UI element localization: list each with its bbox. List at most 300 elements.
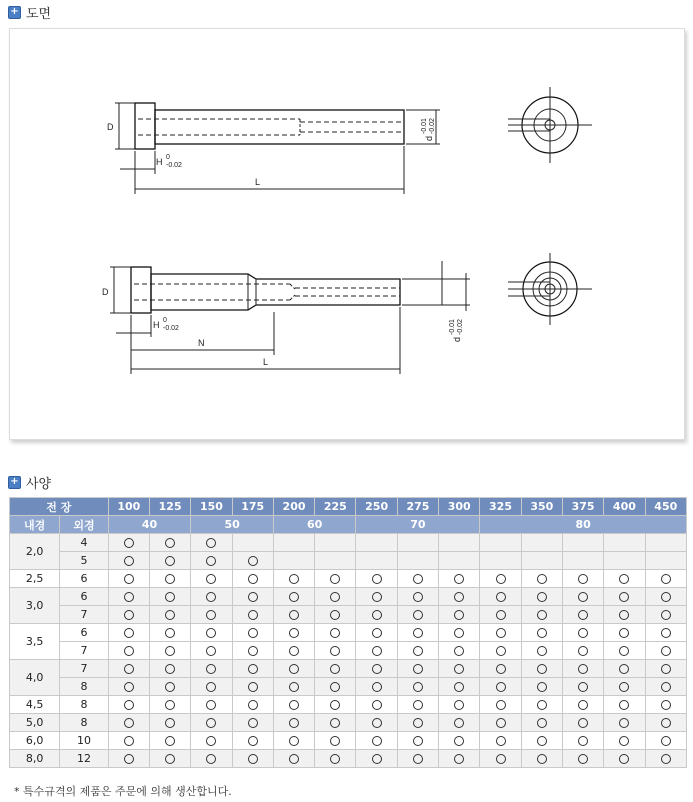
availability-cell xyxy=(191,534,232,552)
availability-cell xyxy=(521,534,562,552)
group-header-cell: 50 xyxy=(191,516,274,534)
availability-cell xyxy=(108,534,149,552)
label-d-tol-upper-bottom: -0.01 xyxy=(449,319,456,335)
table-row xyxy=(10,732,687,750)
availability-cell xyxy=(273,570,314,588)
availability-cell xyxy=(191,642,232,660)
availability-cell xyxy=(397,732,438,750)
availability-cell xyxy=(439,696,480,714)
availability-cell xyxy=(273,606,314,624)
availability-cell xyxy=(645,534,686,552)
length-header-row xyxy=(10,498,687,516)
availability-cell xyxy=(604,624,645,642)
availability-cell xyxy=(645,660,686,678)
available-circle-icon xyxy=(454,736,464,746)
availability-cell xyxy=(397,660,438,678)
availability-cell xyxy=(150,624,191,642)
length-header-cell: 100 xyxy=(108,498,149,516)
available-circle-icon xyxy=(372,628,382,638)
availability-cell xyxy=(232,660,273,678)
availability-cell xyxy=(604,570,645,588)
available-circle-icon xyxy=(537,700,547,710)
availability-cell xyxy=(232,642,273,660)
available-circle-icon xyxy=(661,610,671,620)
available-circle-icon xyxy=(372,592,382,602)
available-circle-icon xyxy=(372,700,382,710)
available-circle-icon xyxy=(372,736,382,746)
available-circle-icon xyxy=(206,682,216,692)
available-circle-icon xyxy=(289,574,299,584)
availability-cell xyxy=(273,624,314,642)
availability-cell xyxy=(232,696,273,714)
availability-cell xyxy=(645,588,686,606)
availability-cell xyxy=(562,552,603,570)
label-D-top: D xyxy=(107,122,114,132)
outer-diameter-cell: 8 xyxy=(60,696,108,714)
availability-cell xyxy=(397,714,438,732)
available-circle-icon xyxy=(330,682,340,692)
available-circle-icon xyxy=(496,610,506,620)
available-circle-icon xyxy=(165,718,175,728)
availability-cell xyxy=(273,552,314,570)
length-header-cell: 450 xyxy=(645,498,686,516)
available-circle-icon xyxy=(661,718,671,728)
available-circle-icon xyxy=(165,646,175,656)
available-circle-icon xyxy=(537,664,547,674)
length-header-cell: 400 xyxy=(604,498,645,516)
availability-cell xyxy=(480,588,521,606)
drawing-section-header xyxy=(8,4,51,20)
table-row xyxy=(10,606,687,624)
availability-cell xyxy=(356,696,397,714)
available-circle-icon xyxy=(454,574,464,584)
availability-cell xyxy=(356,732,397,750)
outer-diameter-cell: 12 xyxy=(60,750,108,768)
availability-cell xyxy=(191,732,232,750)
availability-cell xyxy=(150,642,191,660)
plus-box-icon: + xyxy=(8,476,21,489)
available-circle-icon xyxy=(206,610,216,620)
availability-cell xyxy=(273,588,314,606)
available-circle-icon xyxy=(413,646,423,656)
availability-cell xyxy=(150,606,191,624)
length-header-cell: 375 xyxy=(562,498,603,516)
availability-cell xyxy=(315,696,356,714)
availability-cell xyxy=(356,570,397,588)
availability-cell xyxy=(439,750,480,768)
table-row xyxy=(10,642,687,660)
availability-cell xyxy=(232,714,273,732)
availability-cell xyxy=(562,588,603,606)
available-circle-icon xyxy=(619,682,629,692)
availability-cell xyxy=(645,642,686,660)
length-header-cell: 250 xyxy=(356,498,397,516)
outer-diameter-cell: 6 xyxy=(60,570,108,588)
availability-cell xyxy=(397,570,438,588)
available-circle-icon xyxy=(165,736,175,746)
availability-cell xyxy=(645,606,686,624)
availability-cell xyxy=(439,660,480,678)
availability-cell xyxy=(562,660,603,678)
length-header-cell: 200 xyxy=(273,498,314,516)
label-d-top: d xyxy=(424,135,434,141)
label-H-tol-lower-bottom: -0.02 xyxy=(163,325,179,332)
availability-cell xyxy=(397,552,438,570)
drawing-panel xyxy=(9,28,685,440)
availability-cell xyxy=(273,642,314,660)
availability-cell xyxy=(604,588,645,606)
available-circle-icon xyxy=(372,610,382,620)
availability-cell xyxy=(273,678,314,696)
availability-cell xyxy=(273,696,314,714)
outer-diameter-cell: 5 xyxy=(60,552,108,570)
available-circle-icon xyxy=(206,628,216,638)
available-circle-icon xyxy=(124,664,134,674)
available-circle-icon xyxy=(206,538,216,548)
available-circle-icon xyxy=(206,664,216,674)
available-circle-icon xyxy=(578,610,588,620)
available-circle-icon xyxy=(372,664,382,674)
availability-cell xyxy=(645,570,686,588)
availability-cell xyxy=(108,624,149,642)
available-circle-icon xyxy=(289,682,299,692)
available-circle-icon xyxy=(537,754,547,764)
outer-diameter-cell: 10 xyxy=(60,732,108,750)
availability-cell xyxy=(604,606,645,624)
available-circle-icon xyxy=(537,592,547,602)
availability-cell xyxy=(356,588,397,606)
inner-diameter-cell: 6,0 xyxy=(10,732,60,750)
availability-cell xyxy=(439,588,480,606)
length-header-cell: 225 xyxy=(315,498,356,516)
available-circle-icon xyxy=(165,592,175,602)
table-row xyxy=(10,696,687,714)
availability-cell xyxy=(315,660,356,678)
availability-cell xyxy=(604,732,645,750)
availability-cell xyxy=(150,588,191,606)
available-circle-icon xyxy=(413,718,423,728)
available-circle-icon xyxy=(330,736,340,746)
availability-cell xyxy=(232,732,273,750)
availability-cell xyxy=(439,624,480,642)
available-circle-icon xyxy=(496,718,506,728)
available-circle-icon xyxy=(619,574,629,584)
sleeve-side-view-top xyxy=(115,103,440,194)
available-circle-icon xyxy=(578,736,588,746)
outer-diameter-cell: 7 xyxy=(60,660,108,678)
availability-cell xyxy=(604,534,645,552)
available-circle-icon xyxy=(206,556,216,566)
outer-diameter-cell: 7 xyxy=(60,642,108,660)
length-header-cell: 175 xyxy=(232,498,273,516)
outer-diameter-cell: 4 xyxy=(60,534,108,552)
availability-cell xyxy=(604,552,645,570)
available-circle-icon xyxy=(413,664,423,674)
label-d-tol-lower-bottom: -0.02 xyxy=(457,319,464,335)
available-circle-icon xyxy=(661,592,671,602)
available-circle-icon xyxy=(248,592,258,602)
availability-cell xyxy=(315,732,356,750)
availability-cell xyxy=(191,714,232,732)
available-circle-icon xyxy=(289,646,299,656)
availability-cell xyxy=(604,714,645,732)
available-circle-icon xyxy=(619,718,629,728)
table-row xyxy=(10,660,687,678)
available-circle-icon xyxy=(165,664,175,674)
availability-cell xyxy=(562,642,603,660)
available-circle-icon xyxy=(372,682,382,692)
available-circle-icon xyxy=(413,628,423,638)
inner-diameter-cell: 2,0 xyxy=(10,534,60,570)
available-circle-icon xyxy=(289,664,299,674)
availability-cell xyxy=(397,588,438,606)
available-circle-icon xyxy=(165,754,175,764)
spec-section-title: 사양 xyxy=(26,476,52,492)
availability-cell xyxy=(191,660,232,678)
table-row xyxy=(10,534,687,552)
available-circle-icon xyxy=(578,682,588,692)
available-circle-icon xyxy=(330,574,340,584)
available-circle-icon xyxy=(578,700,588,710)
available-circle-icon xyxy=(619,754,629,764)
available-circle-icon xyxy=(206,574,216,584)
availability-cell xyxy=(273,714,314,732)
availability-cell xyxy=(439,642,480,660)
availability-cell xyxy=(108,552,149,570)
available-circle-icon xyxy=(619,646,629,656)
availability-cell xyxy=(315,642,356,660)
available-circle-icon xyxy=(496,592,506,602)
availability-cell xyxy=(273,750,314,768)
outer-diameter-cell: 8 xyxy=(60,714,108,732)
availability-cell xyxy=(645,732,686,750)
available-circle-icon xyxy=(289,700,299,710)
availability-cell xyxy=(562,624,603,642)
group-header-cell: 60 xyxy=(273,516,356,534)
available-circle-icon xyxy=(413,736,423,746)
available-circle-icon xyxy=(454,646,464,656)
availability-cell xyxy=(191,624,232,642)
available-circle-icon xyxy=(165,700,175,710)
availability-cell xyxy=(480,624,521,642)
length-label: 전 장 xyxy=(10,498,109,516)
availability-cell xyxy=(397,624,438,642)
available-circle-icon xyxy=(248,556,258,566)
available-circle-icon xyxy=(289,592,299,602)
availability-cell xyxy=(150,732,191,750)
availability-cell xyxy=(150,660,191,678)
available-circle-icon xyxy=(124,574,134,584)
available-circle-icon xyxy=(289,736,299,746)
availability-cell xyxy=(273,732,314,750)
special-order-note: * 특수규격의 제품은 주문에 의해 생산합니다. xyxy=(14,785,232,798)
availability-cell xyxy=(521,606,562,624)
available-circle-icon xyxy=(619,628,629,638)
availability-cell xyxy=(604,696,645,714)
availability-cell xyxy=(521,714,562,732)
available-circle-icon xyxy=(661,682,671,692)
available-circle-icon xyxy=(537,610,547,620)
availability-cell xyxy=(356,678,397,696)
availability-cell xyxy=(232,678,273,696)
availability-cell xyxy=(480,696,521,714)
available-circle-icon xyxy=(537,574,547,584)
available-circle-icon xyxy=(165,628,175,638)
available-circle-icon xyxy=(496,574,506,584)
available-circle-icon xyxy=(372,574,382,584)
availability-cell xyxy=(191,570,232,588)
availability-cell xyxy=(645,624,686,642)
availability-cell xyxy=(439,606,480,624)
length-header-cell: 325 xyxy=(480,498,521,516)
available-circle-icon xyxy=(330,664,340,674)
label-d-tol-lower-top: -0.02 xyxy=(429,118,436,134)
availability-cell xyxy=(191,678,232,696)
available-circle-icon xyxy=(454,628,464,638)
available-circle-icon xyxy=(578,574,588,584)
availability-cell xyxy=(315,750,356,768)
label-L-bottom: L xyxy=(263,357,269,367)
availability-cell xyxy=(397,606,438,624)
plus-box-icon: + xyxy=(8,6,21,19)
availability-cell xyxy=(108,588,149,606)
availability-cell xyxy=(356,552,397,570)
availability-cell xyxy=(562,570,603,588)
inner-diameter-label: 내경 xyxy=(10,516,60,534)
available-circle-icon xyxy=(661,700,671,710)
availability-cell xyxy=(645,696,686,714)
inner-diameter-cell: 5,0 xyxy=(10,714,60,732)
availability-cell xyxy=(397,642,438,660)
available-circle-icon xyxy=(413,592,423,602)
available-circle-icon xyxy=(537,682,547,692)
length-header-cell: 350 xyxy=(521,498,562,516)
table-row xyxy=(10,750,687,768)
available-circle-icon xyxy=(619,664,629,674)
availability-cell xyxy=(397,534,438,552)
availability-cell xyxy=(315,570,356,588)
availability-cell xyxy=(480,714,521,732)
availability-cell xyxy=(439,678,480,696)
available-circle-icon xyxy=(496,646,506,656)
availability-cell xyxy=(562,678,603,696)
table-row xyxy=(10,552,687,570)
inner-diameter-cell: 8,0 xyxy=(10,750,60,768)
spec-section-header xyxy=(8,474,51,490)
availability-cell xyxy=(521,588,562,606)
availability-cell xyxy=(108,660,149,678)
availability-cell xyxy=(645,552,686,570)
availability-cell xyxy=(356,750,397,768)
available-circle-icon xyxy=(206,718,216,728)
available-circle-icon xyxy=(454,664,464,674)
availability-cell xyxy=(191,606,232,624)
available-circle-icon xyxy=(496,664,506,674)
availability-cell xyxy=(480,750,521,768)
label-H-bottom: H xyxy=(153,320,160,330)
available-circle-icon xyxy=(124,592,134,602)
label-d-tol-upper-top: -0.01 xyxy=(421,118,428,134)
available-circle-icon xyxy=(165,682,175,692)
availability-cell xyxy=(108,750,149,768)
available-circle-icon xyxy=(248,646,258,656)
available-circle-icon xyxy=(248,700,258,710)
table-row xyxy=(10,678,687,696)
length-header-cell: 150 xyxy=(191,498,232,516)
availability-cell xyxy=(273,534,314,552)
available-circle-icon xyxy=(124,556,134,566)
available-circle-icon xyxy=(289,718,299,728)
label-H-top: H xyxy=(156,157,163,167)
available-circle-icon xyxy=(248,754,258,764)
available-circle-icon xyxy=(330,700,340,710)
available-circle-icon xyxy=(496,700,506,710)
table-row xyxy=(10,624,687,642)
label-L-top: L xyxy=(255,177,261,187)
group-header-cell: 40 xyxy=(108,516,191,534)
availability-cell xyxy=(521,642,562,660)
available-circle-icon xyxy=(454,700,464,710)
availability-cell xyxy=(150,570,191,588)
availability-cell xyxy=(439,552,480,570)
availability-cell xyxy=(480,552,521,570)
available-circle-icon xyxy=(248,628,258,638)
available-circle-icon xyxy=(578,628,588,638)
group-header-cell: 70 xyxy=(356,516,480,534)
inner-diameter-cell: 3,0 xyxy=(10,588,60,624)
available-circle-icon xyxy=(124,736,134,746)
availability-cell xyxy=(315,714,356,732)
availability-cell xyxy=(232,588,273,606)
available-circle-icon xyxy=(619,736,629,746)
available-circle-icon xyxy=(413,754,423,764)
availability-cell xyxy=(397,678,438,696)
available-circle-icon xyxy=(496,736,506,746)
available-circle-icon xyxy=(248,682,258,692)
availability-cell xyxy=(645,678,686,696)
available-circle-icon xyxy=(289,754,299,764)
label-N-bottom: N xyxy=(198,338,205,348)
availability-cell xyxy=(562,732,603,750)
available-circle-icon xyxy=(206,592,216,602)
available-circle-icon xyxy=(289,628,299,638)
available-circle-icon xyxy=(537,628,547,638)
availability-cell xyxy=(356,642,397,660)
available-circle-icon xyxy=(206,646,216,656)
availability-cell xyxy=(439,534,480,552)
availability-cell xyxy=(604,678,645,696)
available-circle-icon xyxy=(454,718,464,728)
available-circle-icon xyxy=(372,718,382,728)
available-circle-icon xyxy=(413,574,423,584)
available-circle-icon xyxy=(124,628,134,638)
inner-diameter-cell: 4,0 xyxy=(10,660,60,696)
availability-cell xyxy=(150,552,191,570)
available-circle-icon xyxy=(330,754,340,764)
availability-cell xyxy=(562,696,603,714)
available-circle-icon xyxy=(124,700,134,710)
available-circle-icon xyxy=(578,646,588,656)
availability-cell xyxy=(232,750,273,768)
available-circle-icon xyxy=(496,682,506,692)
availability-cell xyxy=(232,534,273,552)
table-row xyxy=(10,714,687,732)
available-circle-icon xyxy=(578,664,588,674)
availability-cell xyxy=(397,750,438,768)
available-circle-icon xyxy=(124,754,134,764)
availability-cell xyxy=(521,732,562,750)
availability-cell xyxy=(108,642,149,660)
